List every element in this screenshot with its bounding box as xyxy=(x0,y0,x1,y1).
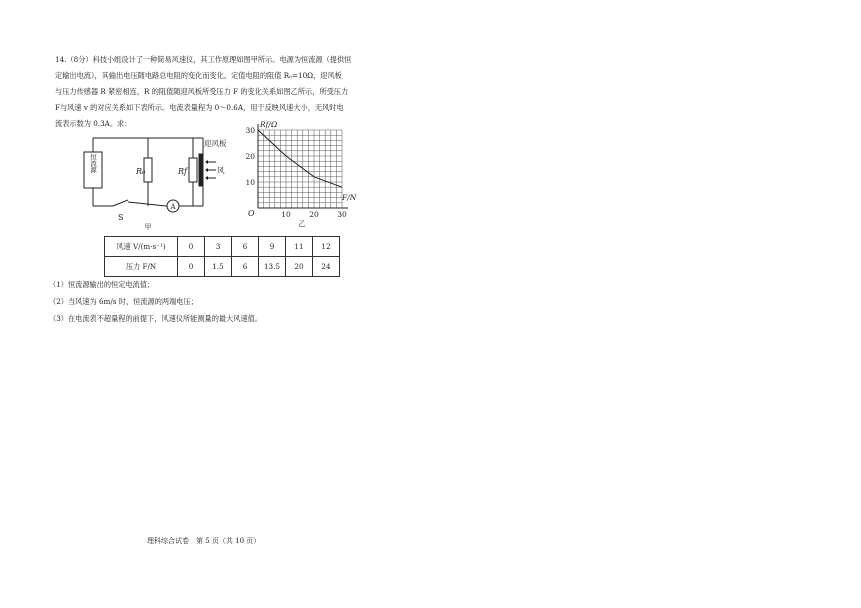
y-tick-label: 20 xyxy=(245,152,255,161)
wind-force-table xyxy=(104,236,340,277)
problem-line: F与风速 v 的对应关系如下表所示。电流表量程为 0～0.6A，用于反映风速大小，无风时电 xyxy=(55,103,344,112)
table-row xyxy=(105,257,340,277)
rf-curve xyxy=(258,130,342,187)
problem-line: 流表示数为 0.3A。求： xyxy=(55,119,132,128)
table-row xyxy=(105,237,340,257)
table-header-force: 压力 F/N xyxy=(105,257,178,277)
switch-label: S xyxy=(118,213,124,222)
source-label: 恒流源 xyxy=(89,153,97,173)
circuit-diagram xyxy=(78,130,228,230)
problem-line: 定输出电流），其输出电压随电路总电阻的变化而变化。定值电阻的阻值 R₀=10Ω，迎风板 xyxy=(55,71,342,80)
x-tick-label: 30 xyxy=(337,210,347,219)
sensor-resistor-rf xyxy=(189,158,197,182)
origin-label: O xyxy=(248,209,255,218)
figure-caption-jia: 甲 xyxy=(144,223,152,230)
table-cell: 24 xyxy=(313,257,340,277)
board-label: 迎风板 xyxy=(204,139,227,148)
question-item: （1）恒流源输出的恒定电流值； xyxy=(49,280,155,289)
question-list xyxy=(49,276,262,327)
x-tick-label: 10 xyxy=(281,210,291,219)
table-header-speed: 风速 V/(m·s⁻¹) xyxy=(105,237,178,257)
x-tick-label: 20 xyxy=(309,210,319,219)
switch xyxy=(113,200,128,206)
r0-label: R₀ xyxy=(136,167,146,176)
rf-label: Rf xyxy=(178,167,187,176)
wind-board xyxy=(199,154,202,186)
table-cell: 6 xyxy=(232,257,259,277)
table-cell: 11 xyxy=(286,237,313,257)
problem-line: 14.（8分）科技小组设计了一种简易风速仪，其工作原理如图甲所示。电源为恒流源（提供恒 xyxy=(55,55,352,64)
table-cell: 0 xyxy=(178,257,205,277)
table-cell: 3 xyxy=(205,237,232,257)
page-footer: 理科综合试卷 第 5 页（共 10 页） xyxy=(147,537,261,545)
y-tick-label: 10 xyxy=(245,178,255,187)
table-cell: 0 xyxy=(178,237,205,257)
ammeter-label: A xyxy=(170,203,176,211)
rf-vs-force-chart xyxy=(236,118,366,230)
x-axis-label: F/N xyxy=(342,193,357,202)
y-axis-label: Rf/Ω xyxy=(260,120,278,129)
wind-label: 风 xyxy=(217,166,225,175)
table-cell: 6 xyxy=(232,237,259,257)
table-cell: 20 xyxy=(286,257,313,277)
table-cell: 9 xyxy=(259,237,286,257)
table-cell: 1.5 xyxy=(205,257,232,277)
question-item: （2）当风速为 6m/s 时，恒流源的两端电压； xyxy=(49,297,198,306)
y-tick-label: 30 xyxy=(245,126,255,135)
figure-caption-yi: 乙 xyxy=(298,220,306,228)
problem-line: 与压力传感器 R 紧密相连，R 的阻值随迎风板所受压力 F 的变化关系如图乙所示，所受压力 xyxy=(55,87,349,96)
table-cell: 12 xyxy=(313,237,340,257)
question-item: （3）在电流表不超量程的前提下，风速仪所能测量的最大风速值。 xyxy=(49,314,263,323)
table-cell: 13.5 xyxy=(259,257,286,277)
